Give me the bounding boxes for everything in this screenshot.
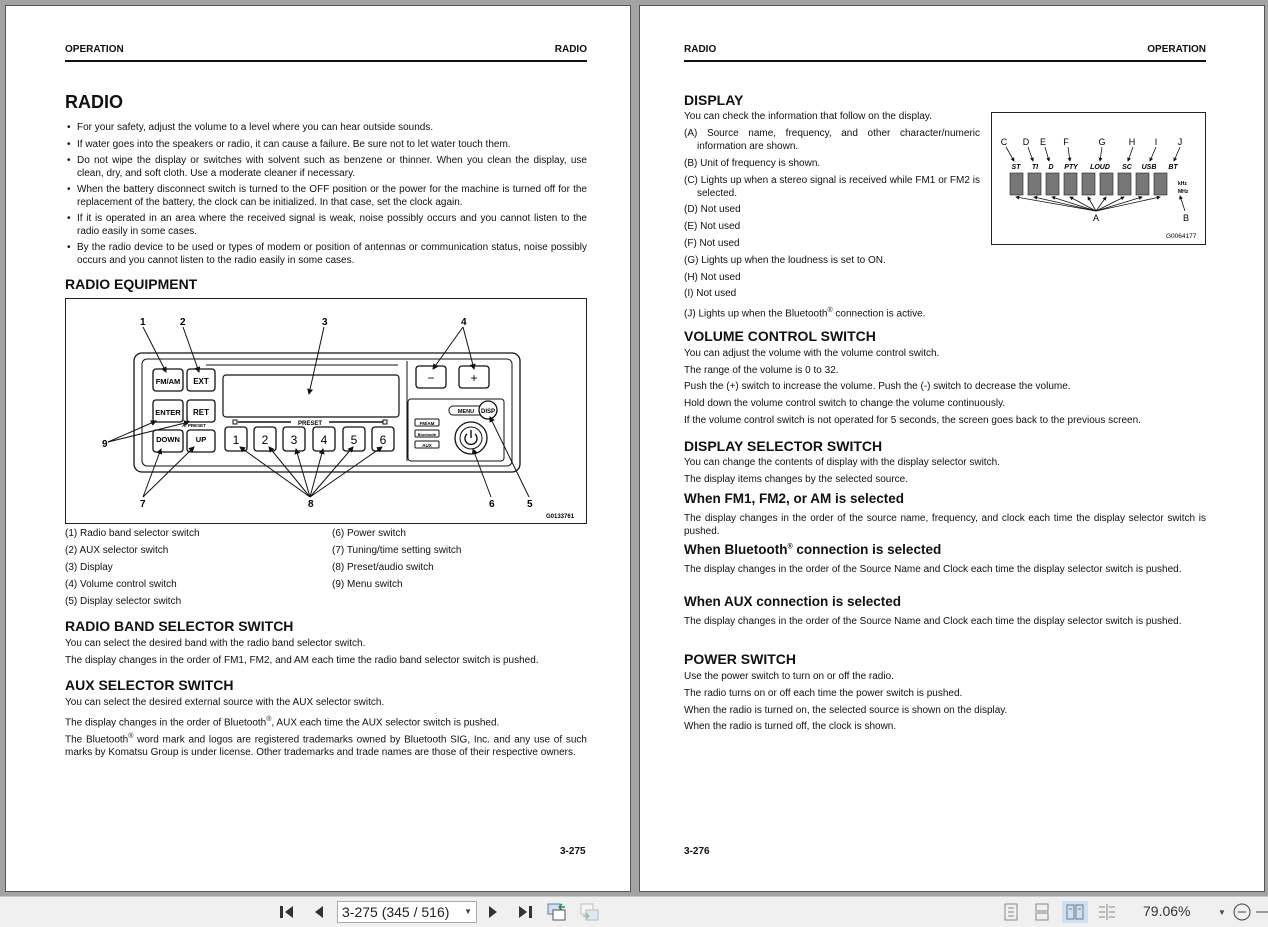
safety-bullets — [65, 122, 587, 271]
svg-text:C: C — [1000, 137, 1008, 147]
svg-text:PTY: PTY — [1064, 164, 1078, 171]
display-selector-heading: DISPLAY SELECTOR SWITCH — [684, 438, 883, 454]
bullet-item: • If it is operated in an area where the received signal is weak, noise possibly occurs and you cannot listen to the radio easily in some cases. — [65, 213, 587, 238]
svg-text:−: − — [427, 371, 435, 385]
prev-page-icon — [311, 904, 325, 920]
unit-khz: kHz — [1178, 181, 1187, 187]
display-item: (E) Not used — [684, 221, 741, 232]
header-left: OPERATION — [65, 44, 124, 55]
svg-text:Bluetooth: Bluetooth — [417, 432, 437, 437]
svg-text:8: 8 — [308, 499, 314, 510]
page-number-field[interactable]: 3-275 (345 / 516) ▼ — [337, 901, 477, 923]
svg-text:3: 3 — [322, 317, 328, 328]
paragraph: The display changes in the order of FM1, FM2, and AM each time the radio band selector switch is pushed. — [65, 655, 539, 666]
svg-text:LOUD: LOUD — [1090, 164, 1110, 171]
continuous-facing-view-button[interactable] — [1096, 901, 1118, 923]
last-page-icon — [515, 904, 533, 920]
bullet-item: • When the battery disconnect switch is turned to the OFF position or the power for the machine is turned off for the replacement of the battery, the clock can be initialized. In that case, set the clock again. — [65, 184, 587, 209]
figure-code: G0133761 — [546, 514, 575, 520]
paragraph: The radio turns on or off each time the power switch is pushed. — [684, 688, 963, 699]
preset-buttons — [225, 427, 394, 451]
paragraph: Push the (+) switch to increase the volume. Push the (-) switch to decrease the volume. — [684, 381, 1071, 392]
fm-am-button — [153, 369, 183, 391]
legend-item: (1) Radio band selector switch — [65, 528, 200, 539]
page-number: 3-275 — [560, 846, 586, 857]
header-right: OPERATION — [1147, 44, 1206, 55]
svg-text:+: + — [470, 371, 478, 385]
paragraph: When the radio is turned on, the selected source is shown on the display. — [684, 705, 1008, 716]
legend-item: (3) Display — [65, 562, 113, 573]
paragraph: When the radio is turned off, the clock is shown. — [684, 721, 897, 732]
svg-text:RET: RET — [193, 408, 209, 417]
display-item: (G) Lights up when the loudness is set to ON. — [684, 255, 886, 266]
unit-mhz: MHz — [1178, 189, 1189, 195]
page-number: 3-276 — [684, 846, 710, 857]
legend-item: (4) Volume control switch — [65, 579, 177, 590]
lcd-diagram — [992, 113, 1205, 244]
svg-text:EXT: EXT — [193, 377, 209, 386]
legend-item: (6) Power switch — [332, 528, 406, 539]
bullet-item: • For your safety, adjust the volume to a level where you can hear outside sounds. — [65, 122, 587, 135]
paragraph: The display items changes by the selected source. — [684, 474, 909, 485]
paragraph: The display changes in the order of the Source Name and Clock each time the display selector switch is pushed. — [684, 564, 1182, 575]
continuous-facing-icon — [1097, 903, 1117, 921]
paragraph: The display changes in the order of the Source Name and Clock each time the display selector switch is pushed. — [684, 616, 1182, 627]
first-page-icon — [279, 904, 297, 920]
svg-text:7: 7 — [140, 499, 146, 510]
chevron-down-icon[interactable]: ▼ — [464, 907, 472, 916]
previous-view-button[interactable] — [545, 901, 569, 923]
svg-text:4: 4 — [461, 317, 467, 328]
ret-button — [187, 400, 215, 422]
svg-text:D: D — [1022, 137, 1030, 147]
svg-text:USB: USB — [1141, 164, 1157, 171]
svg-text:DISP: DISP — [480, 409, 496, 415]
viewer-toolbar — [0, 896, 1268, 927]
legend-item: (2) AUX selector switch — [65, 545, 169, 556]
header-left: RADIO — [684, 44, 717, 55]
svg-text:ENTER: ENTER — [155, 408, 181, 417]
zoom-slider-track — [1256, 902, 1268, 922]
continuous-view-button[interactable] — [1031, 901, 1053, 923]
svg-text:1: 1 — [232, 433, 240, 447]
aux-selector-heading: AUX SELECTOR SWITCH — [65, 677, 234, 693]
trademark-notice: The Bluetooth® word mark and logos are registered trademarks owned by Bluetooth SIG, Inc. and any use of such marks by Komatsu Group is under license. Other trademarks and trade names are those of their respective owners. — [65, 733, 587, 758]
paragraph: The display changes in the order of Bluetooth®, AUX each time the AUX selector switch is pushed. — [65, 716, 500, 729]
power-button — [455, 422, 487, 454]
svg-text:D: D — [1048, 164, 1054, 171]
display-item: (D) Not used — [684, 204, 741, 215]
svg-text:SC: SC — [1122, 164, 1132, 171]
bluetooth-subheading: When Bluetooth® connection is selected — [684, 542, 942, 557]
zoom-slider[interactable] — [1256, 901, 1268, 923]
bullet-item: • By the radio device to be used or types of modem or position of antennas or communication status, noise possibly occurs and you cannot listen to the radio easily in some cases. — [65, 242, 587, 267]
display-item: (I) Not used — [684, 288, 737, 299]
menu-label — [449, 406, 483, 415]
label-a: A — [1092, 213, 1100, 223]
svg-text:I: I — [1154, 137, 1158, 147]
next-page-icon — [487, 904, 501, 920]
display-item: (A) Source name, frequency, and other character/numeric information are shown. — [684, 128, 980, 152]
display-item: (B) Unit of frequency is shown. — [684, 158, 821, 169]
svg-text:ST: ST — [1011, 164, 1021, 171]
zoom-out-icon — [1231, 902, 1253, 922]
equipment-heading: RADIO EQUIPMENT — [65, 276, 198, 292]
previous-view-icon — [546, 902, 568, 922]
enter-button — [153, 400, 183, 422]
display-heading: DISPLAY — [684, 92, 744, 108]
facing-pages-icon — [1065, 903, 1085, 921]
paragraph: Hold down the volume control switch to change the volume continuously. — [684, 398, 1006, 409]
display-item: (J) Lights up when the Bluetooth® connection is active. — [684, 307, 926, 320]
paragraph: If the volume control switch is not operated for 5 seconds, the screen goes back to the previous screen. — [684, 415, 1141, 426]
zoom-out-button[interactable] — [1230, 901, 1254, 923]
paragraph: The range of the volume is 0 to 32. — [684, 365, 839, 376]
display-item: (C) Lights up when a stereo signal is received while FM1 or FM2 is selected. — [684, 175, 980, 199]
svg-text:6: 6 — [379, 433, 387, 447]
fm-subheading: When FM1, FM2, or AM is selected — [684, 491, 905, 506]
source-indicators — [415, 419, 439, 448]
a-preset-label: A. PRESET — [182, 423, 206, 428]
display-item: (H) Not used — [684, 272, 741, 283]
header-right: RADIO — [554, 44, 587, 55]
svg-text:4: 4 — [320, 433, 328, 447]
bullet-item: • If water goes into the speakers or radio, it can cause a failure. Be sure not to let water touch them. — [65, 139, 587, 152]
volume-plus-button — [459, 366, 489, 388]
lcd-indicators — [1012, 164, 1179, 171]
single-page-view-button[interactable] — [1000, 901, 1022, 923]
paragraph: You can select the desired band with the radio band selector switch. — [65, 638, 366, 649]
svg-text:MENU: MENU — [457, 409, 475, 415]
figure-code: G0064177 — [1166, 233, 1197, 240]
svg-text:2: 2 — [180, 317, 186, 328]
bullet-item: • Do not wipe the display or switches with solvent such as benzene or thinner. When you clean the display, use clean, dry, and soft cloth. Use a moderate cleaner if necessary. — [65, 155, 587, 180]
zoom-level-field[interactable]: 79.06% — [1143, 903, 1191, 919]
aux-subheading: When AUX connection is selected — [684, 594, 902, 609]
section-title: RADIO — [65, 92, 123, 112]
svg-text:3: 3 — [290, 433, 298, 447]
paragraph: You can select the desired external source with the AUX selector switch. — [65, 697, 385, 708]
radio-display-window — [223, 375, 399, 417]
svg-text:F: F — [1063, 137, 1069, 147]
zoom-dropdown-button[interactable] — [1216, 901, 1228, 923]
lcd-segments — [1010, 173, 1167, 195]
page-3-276 — [639, 5, 1265, 892]
svg-text:5: 5 — [350, 433, 358, 447]
svg-text:UP: UP — [195, 435, 207, 444]
svg-text:5: 5 — [527, 499, 533, 510]
svg-text:BT: BT — [1168, 164, 1178, 171]
display-figure — [991, 112, 1206, 245]
power-heading: POWER SWITCH — [684, 651, 796, 667]
legend-item: (9) Menu switch — [332, 579, 403, 590]
radio-diagram — [66, 299, 586, 523]
svg-text:J: J — [1177, 137, 1183, 147]
down-button — [153, 430, 183, 452]
svg-text:AUX: AUX — [422, 443, 432, 448]
last-page-button[interactable] — [512, 901, 536, 923]
svg-text:TI: TI — [1031, 164, 1039, 171]
single-page-icon — [1003, 903, 1019, 921]
up-button — [187, 430, 215, 452]
next-view-button[interactable] — [578, 901, 602, 923]
svg-text:2: 2 — [261, 433, 269, 447]
page-3-275 — [5, 5, 631, 892]
svg-text:G: G — [1098, 137, 1106, 147]
display-item: (F) Not used — [684, 238, 740, 249]
volume-heading: VOLUME CONTROL SWITCH — [684, 328, 876, 344]
continuous-page-icon — [1034, 903, 1050, 921]
first-page-button[interactable] — [277, 901, 299, 923]
disp-button — [479, 401, 497, 419]
label-b: B — [1182, 213, 1190, 223]
paragraph: You can adjust the volume with the volume control switch. — [684, 348, 940, 359]
volume-minus-button — [416, 366, 446, 388]
indicator-letters — [1001, 137, 1183, 147]
radio-equipment-figure — [65, 298, 587, 524]
next-view-icon — [579, 902, 601, 922]
svg-text:E: E — [1039, 137, 1047, 147]
running-header — [65, 44, 587, 62]
facing-pages-view-button[interactable] — [1062, 901, 1088, 923]
legend-item: (7) Tuning/time setting switch — [332, 545, 462, 556]
svg-text:FM/AM: FM/AM — [155, 377, 181, 386]
next-page-button[interactable] — [484, 901, 504, 923]
previous-page-button[interactable] — [308, 901, 328, 923]
paragraph: Use the power switch to turn on or off the radio. — [684, 671, 894, 682]
legend-item: (5) Display selector switch — [65, 596, 182, 607]
paragraph: The display changes in the order of the source name, frequency, and clock each time the display selector switch is pushed. — [684, 513, 1206, 537]
paragraph: You can change the contents of display with the display selector switch. — [684, 457, 1000, 468]
svg-text:DOWN: DOWN — [156, 435, 180, 444]
svg-text:9: 9 — [102, 439, 108, 450]
paragraph: You can check the information that follow on the display. — [684, 111, 932, 122]
svg-text:6: 6 — [489, 499, 495, 510]
preset-label: PRESET — [297, 421, 323, 427]
chevron-down-icon: ▼ — [1218, 907, 1226, 917]
svg-text:FM/AM: FM/AM — [419, 421, 435, 426]
svg-text:1: 1 — [140, 317, 146, 328]
svg-text:H: H — [1128, 137, 1136, 147]
legend-item: (8) Preset/audio switch — [332, 562, 434, 573]
running-header — [684, 44, 1206, 62]
ext-button — [187, 369, 215, 391]
band-selector-heading: RADIO BAND SELECTOR SWITCH — [65, 618, 294, 634]
